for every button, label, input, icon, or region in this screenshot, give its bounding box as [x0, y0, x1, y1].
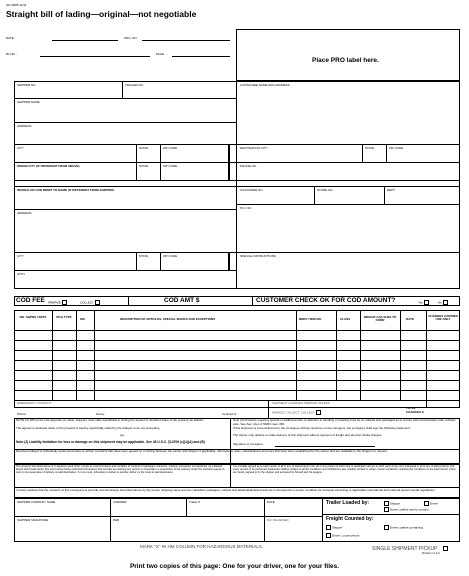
- col-weight: WEIGHT (LB) SUBJ TO CORR: [363, 315, 397, 323]
- bl-no-line[interactable]: [40, 56, 150, 57]
- checkbox-icon: [326, 525, 331, 530]
- divider: [14, 144, 236, 145]
- divider: [252, 296, 253, 306]
- col-hm: HM: [80, 317, 85, 321]
- center-divider: [236, 81, 237, 289]
- origin-state-label: STATE: [139, 164, 149, 168]
- note4: If this shipment is to be delivered to the consignee without recourse on the consignor, the consignor shall sign the following statement:: [233, 426, 411, 430]
- divider: [336, 310, 337, 400]
- col-description: DESCRIPTION OF ARTICLES, SPECIAL MARKS AND EXCEPTIONS: [120, 317, 216, 321]
- shipper-state-label: STATE: [139, 146, 149, 150]
- pallets-containing-label: Driver: pallets containing: [390, 525, 423, 530]
- freight-counted-label: Freight Counted by:: [326, 516, 374, 522]
- cod-amt-label: COD AMT $: [164, 297, 200, 304]
- single-shipment-checkbox[interactable]: [443, 546, 448, 551]
- footer-note: Print two copies of this page: One for your driver, one for your files.: [129, 563, 340, 570]
- divider: [128, 296, 129, 306]
- loaded-shipper-label: Shipper: [390, 501, 401, 506]
- phone-label: PHONE NO.: [240, 164, 257, 168]
- divider: [230, 418, 231, 464]
- cod-prepaid[interactable]: [48, 300, 68, 305]
- table-row[interactable]: [14, 390, 460, 391]
- customer-no-label: CUSTOMER NO.: [240, 188, 264, 192]
- pro-no-label: PRO. NO.: [124, 36, 138, 40]
- emergency-name-label: Name:: [96, 412, 105, 416]
- checkbox-icon: [95, 300, 100, 305]
- col-nmfc: NMFC ITEM NO.: [299, 317, 322, 321]
- divider: [122, 81, 123, 98]
- divider: [14, 98, 236, 99]
- trailer-loaded-label: Trailer Loaded by:: [326, 500, 370, 506]
- store-no-label: STORE NO.: [317, 188, 334, 192]
- property-terms: The property described above is in apparent good order, except as noted (contents and condition of contents of packages unknown), marked, consigned, and destined, as indicated above which said carrier (the word carrier being understood throughout this contract as meaning any person or corporation in possession of the property under the contract) agrees to carry to its usual place of delivery at said destination, if on its route, otherwise to deliver to another carrier on the route to said destination.: [16, 465, 225, 474]
- po-no-label: P.O. NO.: [240, 206, 252, 210]
- checkbox-icon: [384, 507, 389, 512]
- cod-fee-label: COD FEE: [16, 297, 45, 304]
- table-row[interactable]: [14, 360, 460, 361]
- divider: [14, 186, 460, 187]
- cod-no-label: No: [438, 300, 442, 305]
- divider: [136, 252, 137, 270]
- marked-collect[interactable]: [272, 410, 322, 415]
- divider: [264, 498, 265, 542]
- divider: [110, 498, 111, 542]
- date-line[interactable]: [52, 40, 118, 41]
- bl-no-label: BL NO.:: [6, 52, 17, 56]
- shipment-charges-label: SHIPMENT CHARGES PREPAID UNLESS: [272, 401, 330, 405]
- consignor-signature-line[interactable]: [275, 446, 375, 447]
- invoice-city-label: CITY: [17, 254, 24, 258]
- divider: [268, 400, 269, 418]
- checkbox-icon: [443, 300, 448, 305]
- divider: [236, 180, 460, 181]
- marked-collect-label: MARKED COLLECT:: [272, 410, 301, 415]
- divider: [14, 252, 236, 253]
- certify-terms: I hereby declare that the contents of this consignment are fully and accurately described above by the proper shipping name and are classified, packaged, marked and labeled/placarded and are in all respects in proper condition for transport according to applicable international and national governmental regulations.: [16, 488, 436, 492]
- emergency-phone-label: Phone:: [17, 412, 27, 416]
- checkbox-icon: [384, 501, 389, 506]
- loose-pieces[interactable]: [326, 533, 359, 538]
- pallets-contain-label: Driver: pallets said to contain: [390, 507, 429, 512]
- divider: [236, 252, 460, 253]
- trailer-label: Trailer #: [189, 500, 200, 504]
- table-row[interactable]: [14, 350, 460, 351]
- divider: [14, 162, 236, 163]
- col-class: CLASS: [340, 317, 351, 321]
- shipper-address-label: ADDRESS: [17, 124, 32, 128]
- note5: The carrier may decline to make delivery of this shipment without payment of freight and all other lawful charges.: [233, 433, 383, 437]
- divider: [228, 252, 230, 270]
- note3: Note (3) Products requiring special or additional care or attention in handling or stowing must be so marked and packaged as to ensure safe transportation with ordinary care. See Sec. 2(e) of NMFC item 360.: [233, 418, 456, 426]
- trailer-no-label: TRAILER NO.: [125, 83, 144, 87]
- note1b: The agreed or declared value of the property is hereby specifically stated by the shipper to be not exceeding: [16, 426, 160, 430]
- col-charges: CHARGES CARRIER USE ONLY: [428, 314, 458, 322]
- contract-label: Contract #:: [222, 412, 237, 416]
- per-sign-label: PER: [113, 518, 120, 522]
- note1: NOTE (1) Where the rate depends on value, shippers must state specifically in writing the agreed or declared value of the property as follows:: [16, 418, 204, 422]
- emergency-contact-label: EMERGENCY CONTACT: [17, 401, 52, 405]
- cod-prepaid-label: PREPAID: [48, 300, 61, 305]
- cod-yes[interactable]: [418, 300, 430, 305]
- pro-label-box: [236, 29, 460, 81]
- invoice-address-label: ADDRESS: [17, 211, 32, 215]
- divider: [362, 144, 363, 162]
- col-pkg-type: PKG TYPE: [56, 315, 72, 319]
- shipper-company-label: SHIPPER COMPANY NAME: [17, 500, 56, 504]
- invoice-state-label: STATE: [139, 254, 149, 258]
- divider: [360, 310, 361, 400]
- per-label: per: [120, 433, 125, 437]
- page-line[interactable]: [172, 56, 230, 57]
- dest-zip-label: ZIP CODE: [389, 146, 404, 150]
- carrier-label: CARRIER: [113, 500, 127, 504]
- form-code: GP-26FB 11/11: [6, 3, 27, 7]
- total-label: TOTAL: [406, 406, 416, 410]
- divider: [386, 144, 387, 162]
- divider: [94, 310, 95, 400]
- divider: [228, 144, 230, 180]
- origin-city-label: ORIGIN CITY (IF DIFFERENT FROM ABOVE): [17, 164, 80, 168]
- divider: [14, 498, 460, 499]
- divider: [236, 204, 460, 205]
- checkbox-icon: [326, 533, 331, 538]
- consignee-label: CONSIGNEE NAME AND ADDRESS: [240, 83, 290, 87]
- no-received-label: NO. RECEIVED: [267, 518, 289, 522]
- divider: [14, 122, 236, 123]
- address-section: [14, 81, 460, 289]
- checkbox-icon: [62, 300, 67, 305]
- sign-date-label: DATE: [267, 500, 275, 504]
- cod-collect[interactable]: [80, 300, 101, 305]
- invoice-remit-label: INVOICE OR COD REMIT TO NAME (IF DIFFERENT FROM SHIPPER): [17, 188, 114, 192]
- received-terms: Received subject to individually determined rates or written contracts that have been agreed on in writing between the carrier and shipper, if applicable, otherwise to rates, classifications and rules that have been established by the carrier and are available to the shipper on request.: [16, 449, 388, 453]
- divider: [14, 400, 460, 401]
- cod-collect-label: COLLECT: [80, 300, 94, 305]
- pallets-contain[interactable]: [384, 507, 429, 512]
- page-label: PAGE: [156, 52, 165, 56]
- counted-shipper-label: Shipper: [332, 525, 343, 530]
- note2: Note (2) Liability limitation for loss or damage on this shipment may be applicable. See 49 U.S.C. §14706 (c)(1)(A) and (B): [16, 440, 205, 444]
- divider: [400, 310, 401, 400]
- divider: [236, 144, 460, 145]
- shipper-zip-label: ZIP CODE: [163, 146, 178, 150]
- divider: [322, 514, 460, 515]
- hazmat-note: MARK "X" IN HM COLUMN FOR HAZARDOUS MATERIALS.: [140, 544, 264, 549]
- dest-city-label: DESTINATION CITY: [240, 146, 268, 150]
- divider: [236, 162, 460, 163]
- loose-pieces-label: Driver: Loose pieces: [332, 533, 360, 538]
- special-label: SPECIAL INSTRUCTIONS: [240, 254, 276, 258]
- loaded-driver-label: Driver: [430, 501, 438, 506]
- shipper-city-label: CITY: [17, 146, 24, 150]
- table-row[interactable]: [14, 340, 460, 341]
- date-label: DATE:: [6, 36, 15, 40]
- dest-state-label: STATE: [365, 146, 375, 150]
- mutually-terms: It is mutually agreed as to each carrier of all or any of said property over all or any portion of said route to destination and as to each party at any time interested in all or any of said property, that every service to be performed hereunder shall be subject to all the conditions not prohibited by law, whether printed or written, herein contained, including the conditions on the back hereof, which are hereby agreed to by the shipper and accepted for himself and his assigns.: [233, 465, 456, 474]
- printed-in: Printed in U.S.A.: [422, 552, 441, 555]
- shipper-name-label: SHIPPER NAME: [17, 100, 40, 104]
- checkbox-icon: [384, 525, 389, 530]
- shipper-signature-label: SHIPPER SIGNATURE: [17, 518, 49, 522]
- attn-label: ATTN: [17, 272, 25, 276]
- divider: [426, 310, 427, 408]
- collect-label: COLLECT: [300, 410, 315, 415]
- pallets-containing[interactable]: [384, 525, 423, 530]
- checkbox-icon: [316, 410, 321, 415]
- single-shipment-label: SINGLE SHIPMENT PICKUP: [372, 546, 438, 552]
- divider: [296, 310, 297, 400]
- divider: [14, 209, 236, 210]
- table-row[interactable]: [14, 370, 460, 371]
- invoice-zip-label: ZIP CODE: [163, 254, 178, 258]
- divider: [14, 516, 322, 517]
- pro-no-line[interactable]: [142, 40, 230, 41]
- divider: [76, 310, 77, 400]
- loaded-driver[interactable]: [424, 501, 438, 506]
- table-row[interactable]: [14, 380, 460, 381]
- loaded-shipper[interactable]: [384, 501, 400, 506]
- form-title: Straight bill of lading—original—not negotiable: [6, 9, 197, 19]
- divider: [160, 252, 161, 270]
- items-table: [14, 310, 460, 408]
- counted-shipper[interactable]: [326, 525, 342, 530]
- col-units: NO. SHPNG UNITS: [19, 315, 47, 319]
- total-charges-label: CHARGES $: [406, 410, 424, 414]
- pro-label-text: Place PRO label here.: [312, 57, 379, 64]
- checkbox-icon: [424, 501, 429, 506]
- divider: [14, 270, 236, 271]
- divider: [314, 186, 315, 204]
- divider: [186, 498, 187, 516]
- shipper-no-label: SHIPPER NO.: [17, 83, 37, 87]
- divider: [322, 498, 323, 542]
- origin-zip-label: ZIP CODE: [163, 164, 178, 168]
- divider: [384, 186, 385, 204]
- divider: [14, 330, 460, 331]
- cod-no[interactable]: [438, 300, 449, 305]
- checkbox-icon: [424, 300, 429, 305]
- divider: [14, 180, 236, 181]
- dept-label: DEPT.: [387, 188, 396, 192]
- cod-check-question: CUSTOMER CHECK OK FOR COD AMOUNT?: [256, 297, 396, 304]
- cod-yes-label: Yes: [418, 300, 423, 305]
- col-rate: RATE: [406, 317, 414, 321]
- divider: [230, 464, 231, 488]
- consignor-signature-label: Signature of consignor: [233, 442, 264, 446]
- divider: [52, 310, 53, 400]
